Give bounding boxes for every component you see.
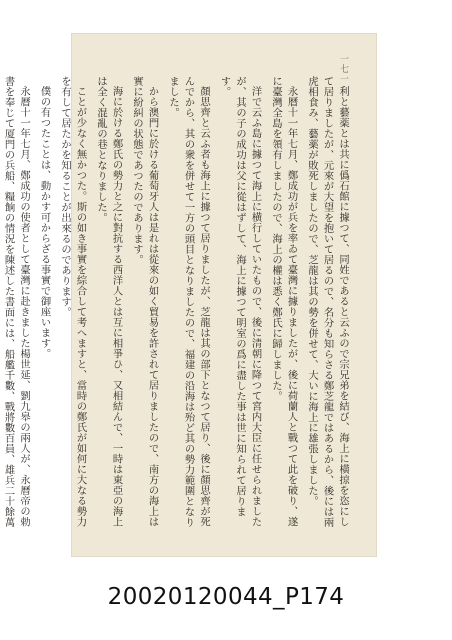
page-number: 一七一 [338,54,348,84]
vertical-text-block [2,76,350,534]
paragraph: ことが少なく無かつた。斯の如き事實を綜合して考へますと、當時の鄭氏が如何に大なる勢力を有して居たかを知ることが出來るのであります。 [59,76,87,528]
paragraph: 永曆十一年七月、鄭成功の使者として臺灣に赴きました楊世延、劉九皋の兩人が、永曆帝の勅書を奉じて厦門の兵船、糧餉の情況を陳述した書面には、船艦千數、戰將數百員、雄兵二十餘萬 [2,76,30,528]
book-page [2,34,376,556]
paragraph: 利と藝薬とは共に僞石館に據つて、同姓であると云ふので宗兄弟を結び、海上に橫掠を恣にして居りましたが、元來が大望を抱いて居るので、名分も知らさる鄭芝龍ではあるから、後には兩虎相食み、藝薬が敗死しましたので、芝龍は其の勢を併せて、大いに海上に雄張しました。 [306,76,349,528]
scan-area [2,26,388,566]
paragraph: 顏思齊と云ふ者も海上に據つて居りましたが、芝龍は其の部下となつて居り、後に顏思齊が死んでから、其の衆を併せて一方の頭目となりましたので、福建の沿海は殆ど其の勢力範圍となりました。 [167,76,210,528]
paragraph: 海に於ける鄭氏の勢力と之に對抗する西洋人とは互に相爭ひ、又相結んで、一時は東亞の海上は全く混亂の巷となりました。 [95,76,123,528]
paragraph: 洋で云ふ島に據つて海上に横行していたもので、後に清朝に降つて宮内大臣に任せられましたが、其の子の成功は父に從はずして、海上に據つて明室の爲に盡した事は世に知られて居ります。 [218,76,262,528]
paragraph: 僕の有つたことは、動かす可からざる事實で御座います。 [38,86,51,360]
paragraph: から澳門に於ける葡萄牙人は是れは從來の如く貿易を許されて居りましたので、南方の海上は實に紛糾の状態であつたのであります。 [131,76,159,528]
image-id-caption: 20020120044_P174 [107,584,345,610]
paragraph: 永曆十一年七月、鄭成功が兵を率ゐて臺灣に據りましたが、後に荷蘭人と戰つて此を破り、遂に臺灣全島を領有しましたので、海上の權は悉く鄭氏に歸しました。 [270,76,298,528]
